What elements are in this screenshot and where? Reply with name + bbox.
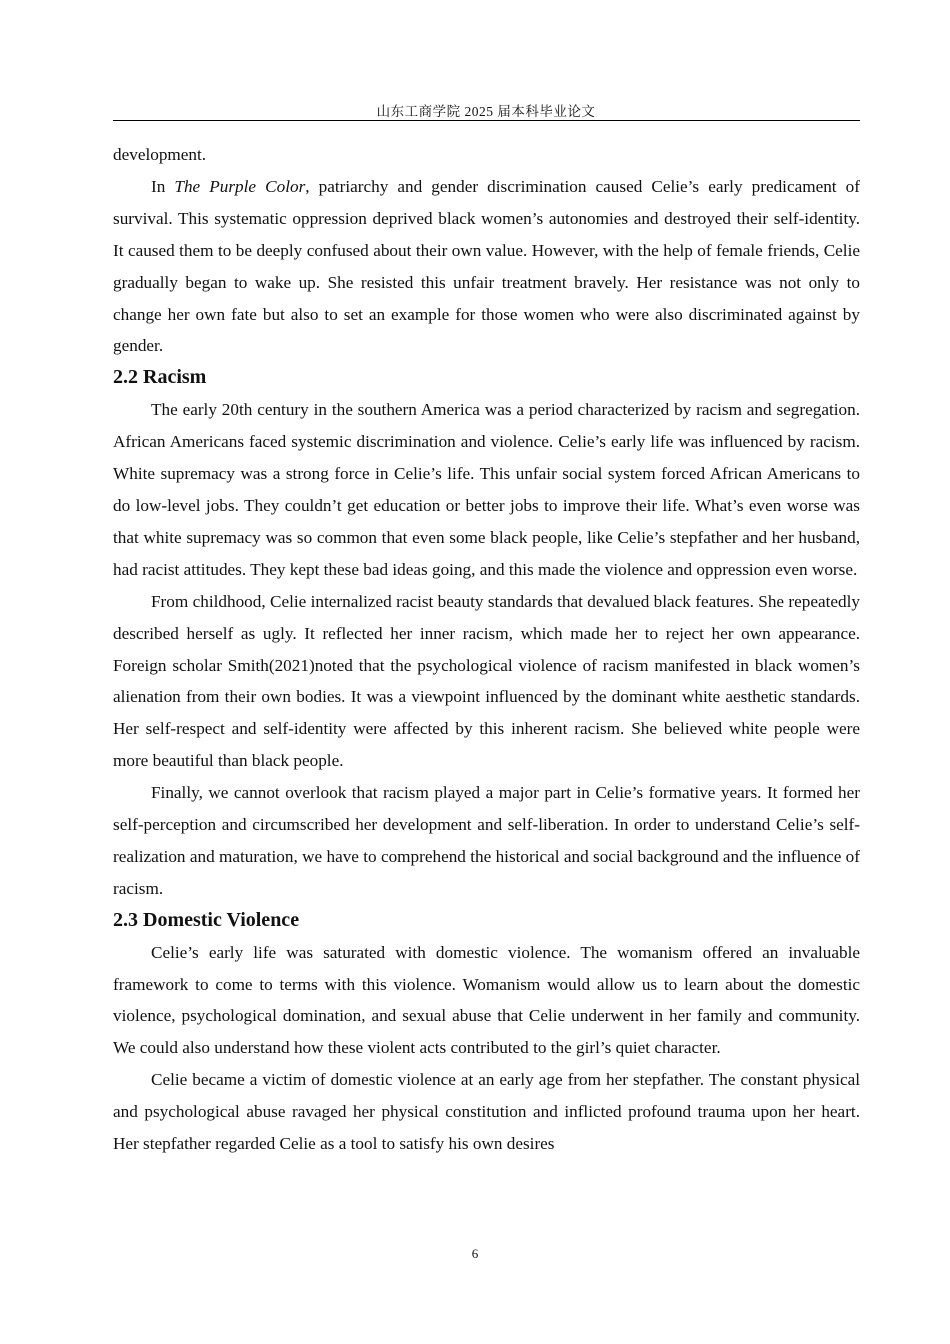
paragraph-racism-2: From childhood, Celie internalized racist beauty standards that devalued black features. She repeatedly described herself as ugly. It reflected her inner racism, which made her to reject her own appearance. Foreign scholar Smith(2021)noted that the psychological violence of racism manifested in black women’s alienation from their own bodies. It was a viewpoint influenced by the dominant white aesthetic standards. Her self-respect and self-identity were affected by this inherent racism. She believed white people were more beautiful than black people. bbox=[113, 591, 860, 771]
paragraph-purple-color bbox=[113, 171, 860, 362]
paragraph-continuation: development. bbox=[113, 145, 207, 164]
paragraph-rest: , patriarchy and gender discrimination caused Celie’s early predicament of survival. This systematic oppression deprived black women’s autonomies and destroyed their self-identity. It caused them to be deeply confused about their own value. However, with the help of female friends, Celie gradually began to wake up. She resisted this unfair treatment bravely. Her resistance was not only to change her own fate but also to set an example for those women who were also discriminated against by gender. bbox=[113, 176, 860, 356]
book-title: The Purple Color bbox=[174, 176, 306, 196]
body-text bbox=[113, 139, 860, 1160]
paragraph-racism-3: Finally, we cannot overlook that racism played a major part in Celie’s formative years. It formed her self-perception and circumscribed her development and self-liberation. In order to understand Celie’s self-realization and maturation, we have to comprehend the historical and social background and the influence of racism. bbox=[113, 783, 860, 898]
paragraph-racism-1: The early 20th century in the southern America was a period characterized by racism and segregation. African Americans faced systemic discrimination and violence. Celie’s early life was influenced by racism. White supremacy was a strong force in Celie’s life. This unfair social system forced African Americans to do low-level jobs. They couldn’t get education or better jobs to improve their life. What’s even worse was that white supremacy was so common that even some black people, like Celie’s stepfather and her husband, had racist attitudes. They kept these bad ideas going, and this made the violence and oppression even worse. bbox=[113, 400, 860, 579]
section-heading-racism: 2.2 Racism bbox=[113, 366, 207, 389]
running-header: 山东工商学院 2025 届本科毕业论文 bbox=[376, 104, 596, 119]
paragraph-lead: In bbox=[151, 176, 175, 196]
header-rule bbox=[113, 120, 860, 121]
paragraph-domestic-1: Celie’s early life was saturated with domestic violence. The womanism offered an invaluable framework to come to terms with this violence. Womanism would allow us to learn about the domestic violence, psychological domination, and sexual abuse that Celie underwent in her family and community. We could also understand how these violent acts contributed to the girl’s quiet character. bbox=[113, 942, 860, 1058]
page-number: 6 bbox=[471, 1246, 479, 1261]
section-heading-domestic-violence: 2.3 Domestic Violence bbox=[113, 908, 300, 931]
paragraph-domestic-2: Celie became a victim of domestic violence at an early age from her stepfather. The constant physical and psychological abuse ravaged her physical constitution and inflicted profound trauma upon her heart. Her stepfather regarded Celie as a tool to satisfy his own desires bbox=[113, 1070, 860, 1154]
